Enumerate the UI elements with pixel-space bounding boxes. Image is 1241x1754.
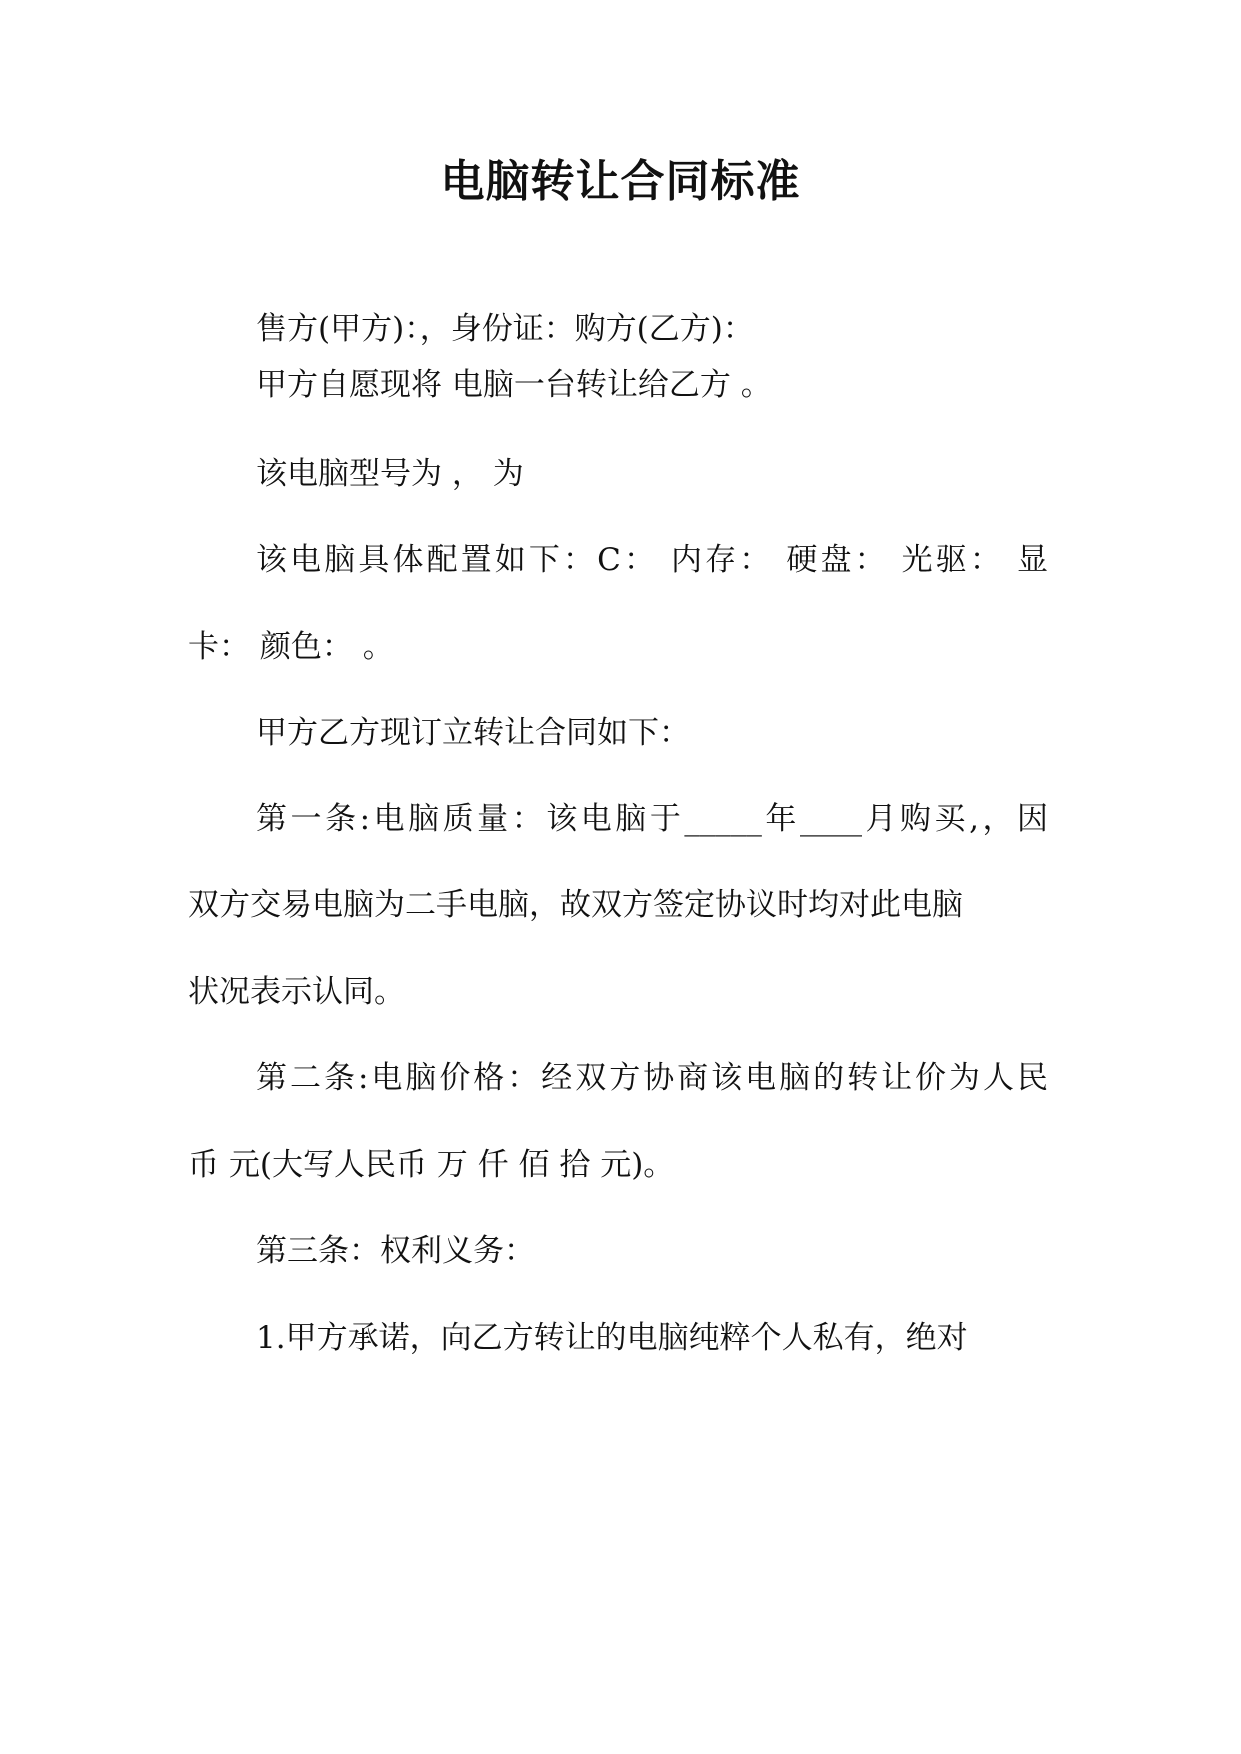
paragraph-line-article-1-cont: 双方交易电脑为二手电脑，故双方签定协议时均对此电脑 <box>188 887 963 923</box>
paragraph-line-article-1-end: 状况表示认同。 <box>188 974 405 1010</box>
paragraph-line-config: 该电脑具体配置如下：C： 内存： 硬盘： 光驱： 显 <box>256 542 1048 578</box>
paragraph-line-config-cont: 卡： 颜色： 。 <box>188 629 394 665</box>
document-title: 电脑转让合同标准 <box>440 156 801 207</box>
paragraph-line-article-2: 第二条:电脑价格：经双方协商该电脑的转让价为人民 <box>256 1060 1048 1096</box>
paragraph-line-transfer-intent: 甲方自愿现将 电脑一台转让给乙方 。 <box>256 367 772 403</box>
paragraph-line-parties: 售方(甲方)：，身份证：购方(乙方)： <box>256 311 754 347</box>
paragraph-line-article-1: 第一条:电脑质量：该电脑于_____年____月购买,，因 <box>256 801 1048 837</box>
paragraph-line-article-3-item-1: 1.甲方承诺，向乙方转让的电脑纯粹个人私有，绝对 <box>256 1320 968 1356</box>
paragraph-line-article-3: 第三条：权利义务： <box>256 1233 535 1269</box>
paragraph-line-contract-intro: 甲方乙方现订立转让合同如下： <box>256 715 690 751</box>
paragraph-line-article-2-cont: 币 元(大写人民币 万 仟 佰 拾 元)。 <box>188 1147 675 1183</box>
paragraph-line-model: 该电脑型号为 ， 为 <box>256 456 524 492</box>
